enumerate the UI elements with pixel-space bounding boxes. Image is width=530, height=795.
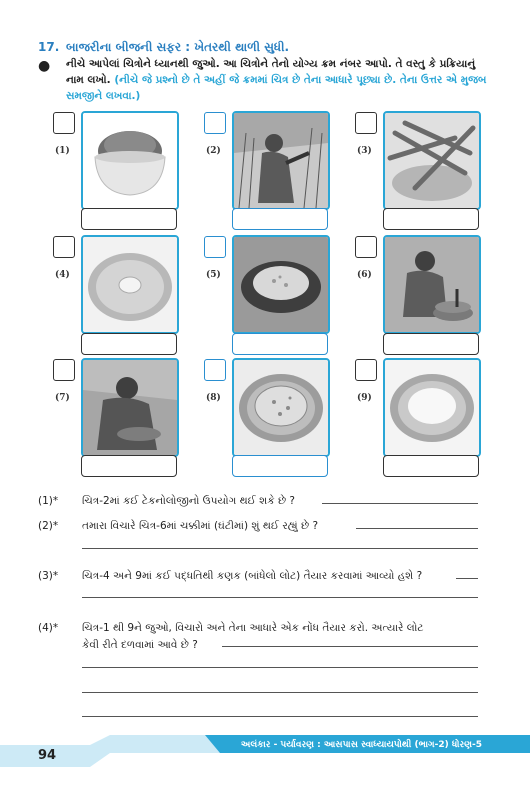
instructions: [66, 56, 496, 104]
picture-1: [81, 111, 179, 210]
order-checkbox-7[interactable]: [53, 359, 75, 381]
order-checkbox-4[interactable]: [53, 236, 75, 258]
picture-label-8: (8): [206, 393, 221, 403]
answer-line[interactable]: [222, 646, 478, 647]
question-text-continued: કેવી રીતે દળવામાં આવે છે ?: [82, 639, 198, 651]
question-4: [38, 620, 488, 654]
picture-label-9: (9): [357, 393, 372, 403]
rotla-on-griddle-image: [234, 237, 328, 332]
bowl-of-millet-image: [83, 113, 177, 208]
footer-title: અલંકાર - પર્યાવરણ : આસપાસ સ્વાધ્યાયપોથી (ભાગ-2) ધોરણ-5: [240, 740, 482, 750]
section-heading: [38, 40, 289, 55]
answer-line[interactable]: [322, 503, 478, 504]
order-checkbox-8[interactable]: [204, 359, 226, 381]
question-2: [38, 518, 478, 534]
section-title: બાજરીના બીજની સફર : ખેતરથી થાળી સુધી.: [66, 40, 290, 54]
question-number: (2)*: [38, 520, 59, 532]
answer-line[interactable]: [456, 578, 478, 579]
answer-box-4[interactable]: [81, 333, 177, 355]
picture-label-5: (5): [206, 270, 221, 280]
answer-box-2[interactable]: [232, 208, 328, 230]
plate-of-rotla-image: [234, 360, 328, 455]
woman-harvesting-image: [234, 113, 328, 208]
question-number: (1)*: [38, 495, 59, 507]
woman-at-grinder-image: [385, 237, 479, 332]
question-1: [38, 493, 478, 509]
plate-with-dough-image: [83, 237, 177, 332]
answer-box-8[interactable]: [232, 455, 328, 477]
answer-box-5[interactable]: [232, 333, 328, 355]
order-checkbox-2[interactable]: [204, 112, 226, 134]
answer-line[interactable]: [356, 528, 478, 529]
question-text: ચિત્ર-4 અને 9માં કઈ પદ્ધતિથી કણક (બાંધેલો લોટ) તૈયાર કરવામાં આવ્યો હશે ?: [82, 570, 423, 582]
millet-stalks-image: [385, 113, 479, 208]
answer-line[interactable]: [82, 692, 478, 693]
picture-4: [81, 235, 179, 334]
picture-label-2: (2): [206, 146, 221, 156]
picture-label-7: (7): [55, 393, 70, 403]
question-text: ચિત્ર-1 થી 9ને જુઓ, વિચારો અને તેના આધારે એક નોંધ તૈયાર કરો. અત્યારે લોટ: [82, 622, 424, 634]
instructions-note: (નીચે જે પ્રશ્નો છે તે અહીં જે ક્રમમાં ચિત્ર છે તેના આધારે પૂછ્યા છે. તેના ઉત્તર એ મુજબ સમજીને લખવા.): [66, 74, 487, 102]
answer-line[interactable]: [82, 716, 478, 717]
section-number: 17.: [38, 40, 60, 54]
picture-9: [383, 358, 481, 457]
order-checkbox-1[interactable]: [53, 112, 75, 134]
question-text: તમારા વિચારે ચિત્ર-6માં ચક્કીમાં (ઘંટીમાં) શું થઈ રહ્યું છે ?: [82, 520, 319, 532]
picture-label-6: (6): [357, 270, 372, 280]
woman-winnowing-image: [83, 360, 177, 455]
picture-2: [232, 111, 330, 210]
picture-3: [383, 111, 481, 210]
bullet-icon: ●: [38, 58, 51, 74]
answer-box-6[interactable]: [383, 333, 479, 355]
picture-label-3: (3): [357, 146, 372, 156]
picture-8: [232, 358, 330, 457]
picture-label-1: (1): [55, 146, 70, 156]
picture-7: [81, 358, 179, 457]
order-checkbox-9[interactable]: [355, 359, 377, 381]
picture-6: [383, 235, 481, 334]
question-3: [38, 568, 478, 584]
plate-of-flour-image: [385, 360, 479, 455]
picture-5: [232, 235, 330, 334]
answer-box-7[interactable]: [81, 455, 177, 477]
answer-line[interactable]: [82, 667, 478, 668]
answer-line[interactable]: [82, 548, 478, 549]
order-checkbox-5[interactable]: [204, 236, 226, 258]
question-number: (4)*: [38, 622, 59, 634]
page-number: 94: [38, 748, 57, 763]
order-checkbox-6[interactable]: [355, 236, 377, 258]
answer-box-1[interactable]: [81, 208, 177, 230]
instructions-main: નીચે આપેલાં ચિત્રોને ધ્યાનથી જુઓ. આ ચિત્રોને તેનો યોગ્ય ક્રમ નંબર આપો. તે વસ્તુ કે પ્રક્રિયાનું નામ લખો.: [66, 58, 476, 86]
answer-line[interactable]: [82, 597, 478, 598]
answer-box-3[interactable]: [383, 208, 479, 230]
question-text: ચિત્ર-2માં કઈ ટેકનોલોજીનો ઉપયોગ થઈ શકે છે ?: [82, 495, 296, 507]
picture-label-4: (4): [55, 270, 70, 280]
order-checkbox-3[interactable]: [355, 112, 377, 134]
question-number: (3)*: [38, 570, 59, 582]
answer-box-9[interactable]: [383, 455, 479, 477]
